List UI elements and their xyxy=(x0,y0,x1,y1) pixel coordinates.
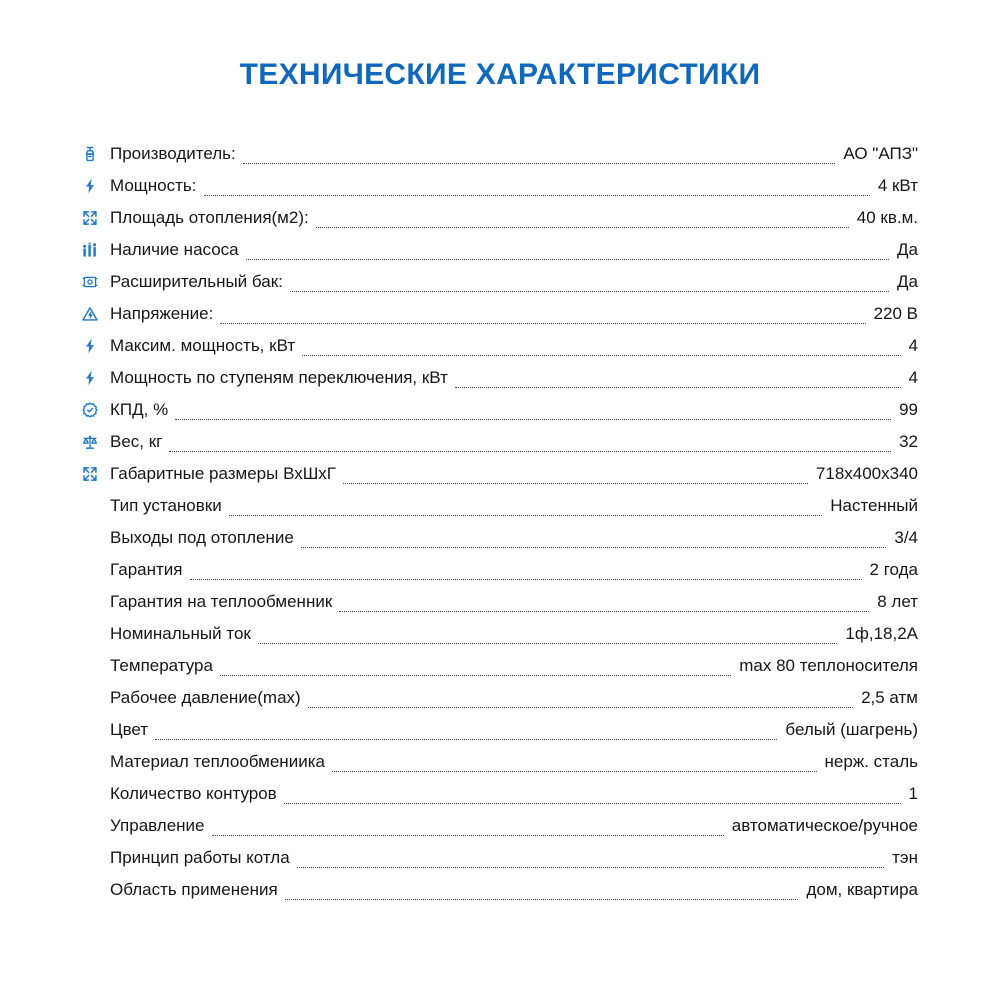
spec-label: Количество контуров xyxy=(110,784,277,803)
spec-row xyxy=(82,682,918,714)
spec-row xyxy=(82,202,918,234)
dotted-leader xyxy=(243,162,836,164)
spec-row xyxy=(82,650,918,682)
spec-row xyxy=(82,490,918,522)
expansion-tank-icon xyxy=(82,266,110,298)
dotted-leader xyxy=(343,482,808,484)
power-bolt-icon xyxy=(82,330,110,362)
row-icon-placeholder xyxy=(82,778,110,810)
spec-row xyxy=(82,842,918,874)
spec-row xyxy=(82,746,918,778)
spec-label: Номинальный ток xyxy=(110,624,251,643)
spec-row xyxy=(82,810,918,842)
spec-row xyxy=(82,874,918,906)
spec-value: 4 кВт xyxy=(877,176,918,195)
spec-value: 32 xyxy=(899,432,918,451)
spec-row xyxy=(82,234,918,266)
dotted-leader xyxy=(190,578,862,580)
dotted-leader xyxy=(212,834,724,836)
spec-label: Управление xyxy=(110,816,205,835)
spec-label: Цвет xyxy=(110,720,149,739)
row-icon-placeholder xyxy=(82,746,110,778)
spec-value: Да xyxy=(897,272,918,291)
spec-label: Производитель: xyxy=(110,144,236,163)
spec-row xyxy=(82,266,918,298)
efficiency-badge-icon xyxy=(82,394,110,426)
row-icon-placeholder xyxy=(82,554,110,586)
spec-label: Рабочее давление(max) xyxy=(110,688,301,707)
spec-label: Мощность по ступеням переключения, кВт xyxy=(110,368,448,387)
spec-label: Максим. мощность, кВт xyxy=(110,336,296,355)
spec-value: 220 В xyxy=(873,304,918,323)
spec-value: 3/4 xyxy=(894,528,918,547)
spec-label: Выходы под отопление xyxy=(110,528,294,547)
spec-row xyxy=(82,714,918,746)
dotted-leader xyxy=(169,450,891,452)
spec-label: Тип установки xyxy=(110,496,222,515)
spec-value: тэн xyxy=(892,848,918,867)
dotted-leader xyxy=(229,514,822,516)
spec-value: нерж. сталь xyxy=(824,752,918,771)
dotted-leader xyxy=(258,642,838,644)
spec-label: Площадь отопления(м2): xyxy=(110,208,309,227)
power-bolt-icon xyxy=(82,362,110,394)
dotted-leader xyxy=(220,322,865,324)
spec-value: 718x400x340 xyxy=(815,464,918,483)
spec-value: 4 xyxy=(908,368,918,387)
row-icon-placeholder xyxy=(82,682,110,714)
spec-row xyxy=(82,330,918,362)
dotted-leader xyxy=(332,770,817,772)
spec-label: Область применения xyxy=(110,880,278,899)
spec-row xyxy=(82,522,918,554)
spec-value: 99 xyxy=(899,400,918,419)
dotted-leader xyxy=(155,738,777,740)
dotted-leader xyxy=(339,610,869,612)
dotted-leader xyxy=(302,354,900,356)
spec-value: 40 кв.м. xyxy=(856,208,918,227)
spec-label: Вес, кг xyxy=(110,432,163,451)
dotted-leader xyxy=(175,418,891,420)
spec-label: Расширительный бак: xyxy=(110,272,283,291)
spec-value: АО "АПЗ" xyxy=(843,144,918,163)
dotted-leader xyxy=(246,258,889,260)
spec-value: Настенный xyxy=(830,496,918,515)
spec-row xyxy=(82,394,918,426)
row-icon-placeholder xyxy=(82,650,110,682)
spec-row xyxy=(82,618,918,650)
spec-value: автоматическое/ручное xyxy=(731,816,918,835)
spec-label: Принцип работы котла xyxy=(110,848,290,867)
dotted-leader xyxy=(455,386,901,388)
spec-value: дом, квартира xyxy=(806,880,918,899)
dotted-leader xyxy=(316,226,849,228)
dotted-leader xyxy=(290,290,889,292)
spec-label: Габаритные размеры ВхШхГ xyxy=(110,464,337,483)
power-bolt-icon xyxy=(82,170,110,202)
dotted-leader xyxy=(285,898,799,900)
expand-arrows-icon xyxy=(82,202,110,234)
row-icon-placeholder xyxy=(82,714,110,746)
pump-sliders-icon xyxy=(82,234,110,266)
spec-label: Наличие насоса xyxy=(110,240,239,259)
spec-value: 4 xyxy=(908,336,918,355)
weight-scales-icon xyxy=(82,426,110,458)
row-icon-placeholder xyxy=(82,874,110,906)
spec-row xyxy=(82,778,918,810)
spec-row xyxy=(82,362,918,394)
spec-row xyxy=(82,298,918,330)
row-icon-placeholder xyxy=(82,842,110,874)
spec-label: КПД, % xyxy=(110,400,169,419)
spec-row xyxy=(82,586,918,618)
row-icon-placeholder xyxy=(82,586,110,618)
spec-value: белый (шагрень) xyxy=(785,720,918,739)
spec-row xyxy=(82,170,918,202)
spec-value: 1 xyxy=(908,784,918,803)
spec-value: 8 лет xyxy=(877,592,918,611)
dotted-leader xyxy=(297,866,884,868)
spec-value: max 80 теплоносителя xyxy=(739,656,918,675)
row-icon-placeholder xyxy=(82,522,110,554)
specifications-list xyxy=(82,138,918,906)
row-icon-placeholder xyxy=(82,810,110,842)
spec-value: 2,5 атм xyxy=(861,688,918,707)
row-icon-placeholder xyxy=(82,618,110,650)
spec-row xyxy=(82,458,918,490)
voltage-warning-icon xyxy=(82,298,110,330)
spec-label: Гарантия на теплообменник xyxy=(110,592,333,611)
spec-row xyxy=(82,138,918,170)
manufacturer-icon xyxy=(82,138,110,170)
expand-arrows-icon xyxy=(82,458,110,490)
row-icon-placeholder xyxy=(82,490,110,522)
spec-value: 1ф,18,2А xyxy=(845,624,918,643)
dotted-leader xyxy=(308,706,853,708)
dotted-leader xyxy=(284,802,901,804)
spec-value: Да xyxy=(897,240,918,259)
dotted-leader xyxy=(204,194,870,196)
spec-label: Температура xyxy=(110,656,213,675)
spec-label: Напряжение: xyxy=(110,304,214,323)
spec-label: Мощность: xyxy=(110,176,197,195)
spec-value: 2 года xyxy=(869,560,918,579)
spec-row xyxy=(82,426,918,458)
spec-label: Материал теплообмениика xyxy=(110,752,325,771)
page-title: ТЕХНИЧЕСКИЕ ХАРАКТЕРИСТИКИ xyxy=(239,58,761,91)
dotted-leader xyxy=(301,546,887,548)
spec-label: Гарантия xyxy=(110,560,183,579)
spec-row xyxy=(82,554,918,586)
dotted-leader xyxy=(220,674,731,676)
